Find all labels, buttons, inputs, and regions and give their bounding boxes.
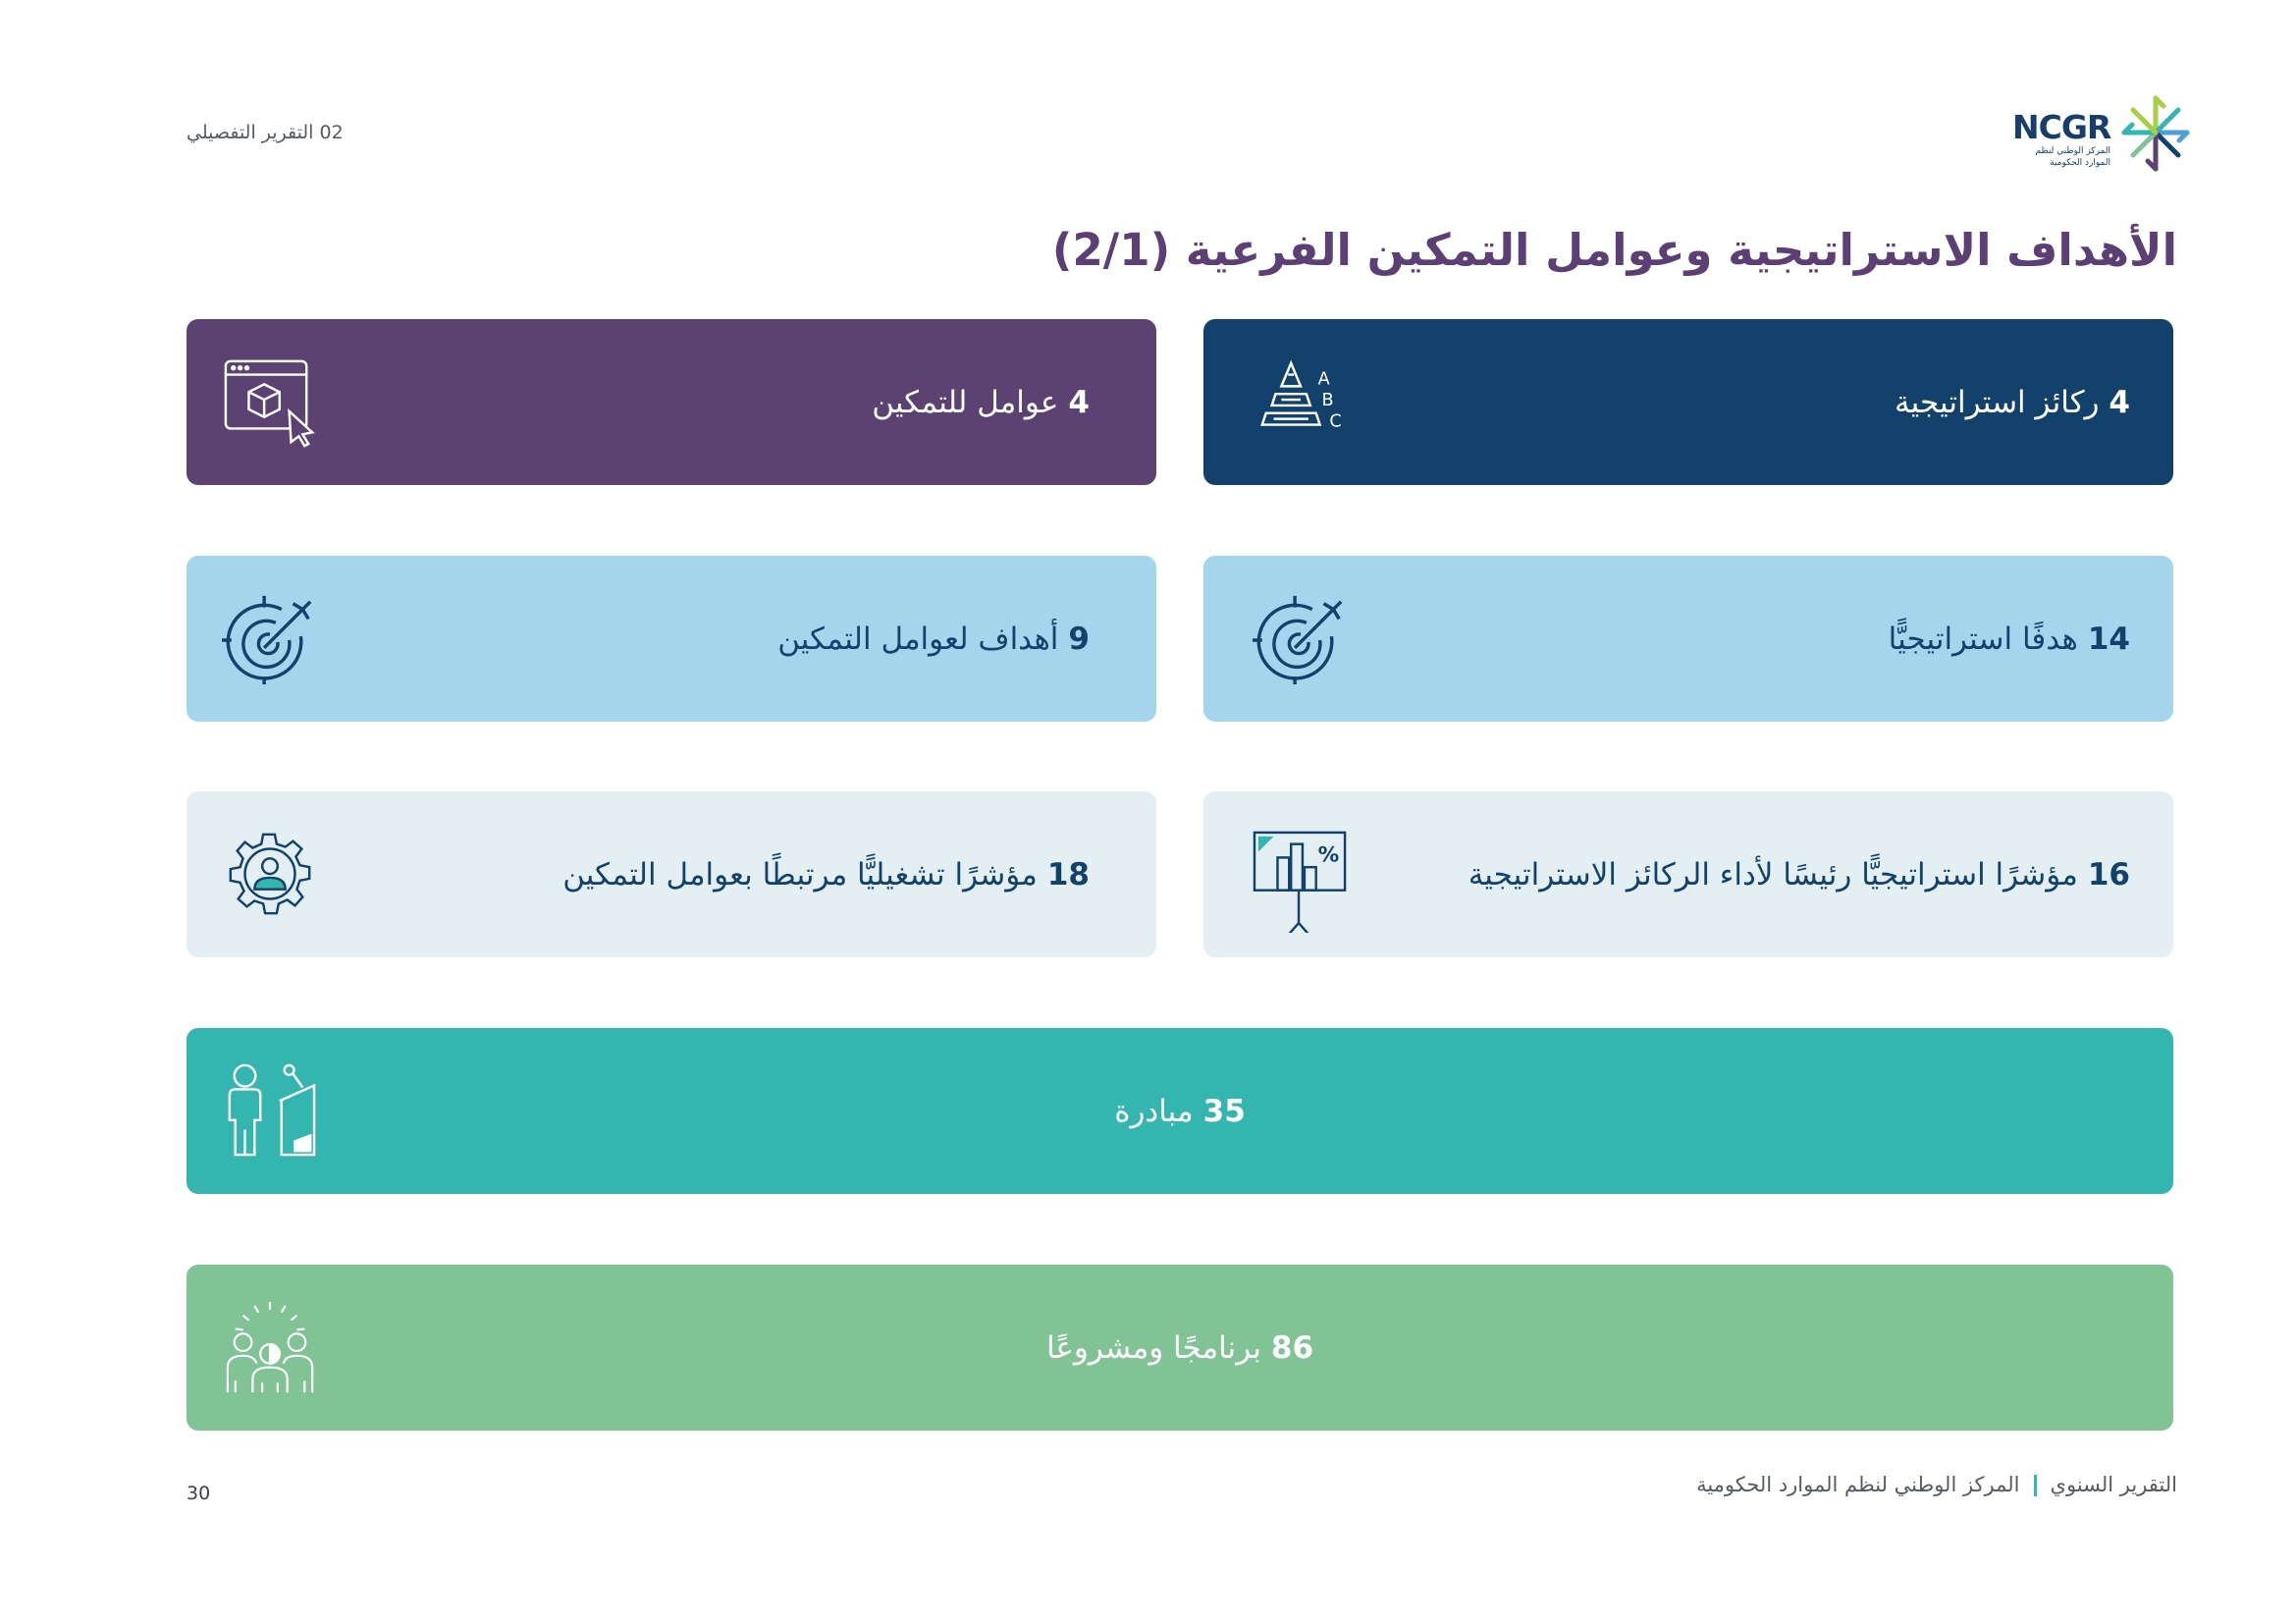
card-number: 35	[1202, 1093, 1246, 1129]
card-label	[1889, 556, 2130, 722]
card-enablers	[187, 319, 1156, 485]
card-operational-kpis	[187, 791, 1156, 957]
svg-text:C: C	[1329, 411, 1342, 432]
card-text: ركائز استراتيجية	[1895, 384, 2100, 420]
page-title: الأهداف الاستراتيجية وعوامل التمكين الفرعية (2/1)	[1051, 224, 2177, 276]
logo-subtitle: المركز الوطني لنظم الموارد الحكومية	[2035, 146, 2110, 168]
logo-text: NCGR	[2012, 108, 2111, 146]
card-label	[187, 1265, 2173, 1431]
team-idea-icon	[222, 1298, 318, 1398]
card-text: مؤشرًا استراتيجيًّا رئيسًا لأداء الركائز الاستراتيجية	[1468, 856, 2078, 893]
card-strategic-kpis	[1203, 791, 2173, 957]
footer	[1696, 1473, 2177, 1496]
card-number: 16	[2087, 856, 2130, 893]
ncgr-logo	[2012, 88, 2184, 182]
card-enabler-goals	[187, 556, 1156, 722]
card-number: 9	[1068, 621, 1090, 657]
footer-report: التقرير السنوي	[2050, 1473, 2177, 1496]
section-label: 02 التقرير التفصيلي	[187, 122, 344, 143]
card-text: هدفًا استراتيجيًّا	[1888, 621, 2078, 657]
svg-text:A: A	[1317, 369, 1330, 390]
card-text: عوامل للتمكين	[872, 384, 1059, 420]
card-strategic-pillars	[1203, 319, 2173, 485]
svg-text:B: B	[1321, 390, 1334, 410]
card-label	[1895, 319, 2130, 485]
card-label	[562, 791, 1090, 957]
footer-divider	[2034, 1475, 2037, 1496]
card-programs-projects	[187, 1265, 2173, 1431]
card-number: 86	[1270, 1329, 1314, 1366]
card-strategic-goals	[1203, 556, 2173, 722]
card-label	[777, 556, 1090, 722]
card-text: برنامجًا ومشروعًا	[1045, 1329, 1261, 1366]
card-label	[1468, 791, 2130, 957]
card-number: 18	[1046, 856, 1090, 893]
gear-person-icon	[222, 825, 318, 923]
presentation-chart-icon	[1253, 819, 1349, 933]
card-text: مؤشرًا تشغيليًّا مرتبطًا بعوامل التمكين	[562, 856, 1038, 893]
card-text: أهداف لعوامل التمكين	[777, 621, 1059, 657]
footer-org: المركز الوطني لنظم الموارد الحكومية	[1696, 1473, 2020, 1496]
card-initiatives	[187, 1028, 2173, 1194]
speaker-podium-icon	[222, 1059, 318, 1162]
card-number: 14	[2087, 621, 2130, 657]
svg-text:%: %	[1317, 842, 1340, 868]
ncgr-star-icon	[2116, 88, 2195, 177]
browser-box-cursor-icon	[222, 356, 318, 449]
card-text: مبادرة	[1114, 1093, 1194, 1129]
card-label	[187, 1028, 2173, 1194]
card-number: 4	[2109, 384, 2130, 420]
pyramid-abc-icon	[1253, 356, 1349, 449]
card-number: 4	[1068, 384, 1090, 420]
target-arrow-icon	[222, 593, 318, 685]
page-number: 30	[187, 1483, 211, 1504]
target-arrow-icon	[1253, 593, 1349, 685]
card-label	[872, 319, 1090, 485]
